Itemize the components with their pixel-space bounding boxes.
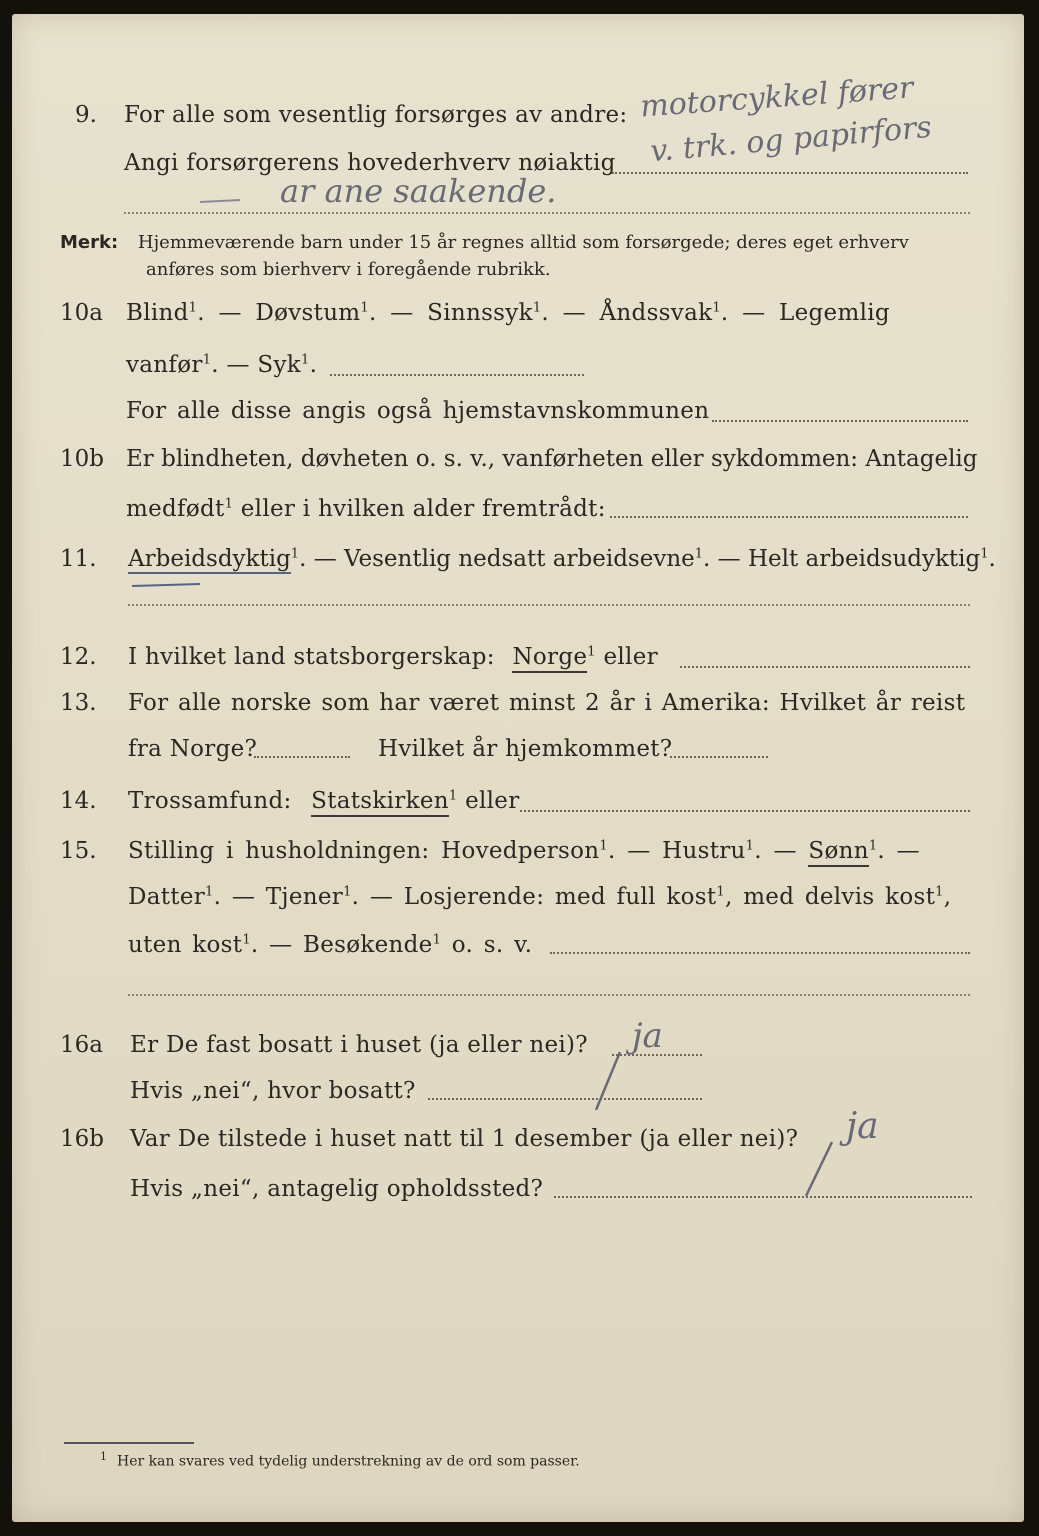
q10b-line1: Er blindheten, døvheten o. s. v., vanførheten eller sykdommen: Antagelig — [126, 446, 978, 472]
merk-line1: Hjemmeværende barn under 15 år regnes alltid som forsørgede; deres eget erhverv — [137, 232, 909, 253]
q16a-line2: Hvis „nei“, hvor bosatt? — [130, 1078, 416, 1104]
footnote-ref: 1 — [301, 352, 310, 368]
q13-line2b: Hvilket år hjemkommet? — [378, 736, 673, 762]
q12-eller: eller — [595, 644, 658, 670]
q15-datter: Datter — [128, 884, 206, 910]
q13-line2a: fra Norge? — [128, 736, 258, 762]
q10a-blind: Blind — [126, 300, 189, 326]
q9-handwriting-1: motorcykkel fører — [639, 70, 915, 125]
q16b-line2: Hvis „nei“, antagelig opholdssted? — [130, 1176, 544, 1202]
footnote-ref: 1 — [868, 838, 878, 854]
footnote-ref: 1 — [432, 932, 442, 948]
footnote-ref: 1 — [599, 838, 608, 854]
footnote-ref: 1 — [935, 884, 944, 900]
footnote-ref: 1 — [716, 884, 725, 900]
q12-question: I hvilket land statsborgerskap: — [128, 644, 495, 670]
q10a-andssvak: . — Åndssvak — [541, 300, 713, 326]
q10a-syk: . — Syk — [211, 352, 301, 378]
q10a-sinnssyk: . — Sinnssyk — [369, 300, 533, 326]
q9-number: 9. — [75, 102, 97, 128]
footnote-ref: 1 — [448, 788, 458, 804]
q11-nedsatt: . — Vesentlig nedsatt arbeidsevne — [299, 546, 695, 572]
q14-statskirken: Statskirken — [311, 788, 449, 817]
q14-trossamfund: Trossamfund: — [128, 788, 292, 814]
q16b-number: 16b — [60, 1126, 104, 1152]
q15-number: 15. — [60, 838, 97, 864]
q10a-vanfor: vanfør — [126, 352, 203, 378]
q12-norge: Norge — [512, 644, 587, 673]
q9-line1: For alle som vesentlig forsørges av andre: — [124, 102, 628, 128]
footnote-rule — [64, 1442, 194, 1444]
q10a-dovstum: . — Døvstum — [197, 300, 361, 326]
q14-eller: eller — [457, 788, 520, 814]
footnote-ref: 1 — [343, 884, 352, 900]
q15-delvis-kost: , med delvis kost — [724, 884, 936, 910]
footnote-ref: 1 — [205, 884, 214, 900]
q9-handwriting-2: v. trk. og papirfors — [649, 109, 934, 170]
q10a-line3: For alle disse angis også hjemstavnskommunen — [126, 398, 710, 424]
footnote-ref: 1 — [712, 300, 721, 316]
q15-sonn: Sønn — [808, 838, 868, 867]
footnote-ref: 1 — [290, 546, 300, 562]
q11-number: 11. — [60, 546, 97, 572]
q12-number: 12. — [60, 644, 97, 670]
q16b-handwriting: ja — [846, 1106, 879, 1147]
q11-arbeidsdyktig: Arbeidsdyktig — [128, 546, 291, 572]
merk-line2: anføres som bierhverv i foregående rubrikk. — [146, 259, 551, 280]
q14-number: 14. — [60, 788, 97, 814]
q10a-period: . — [309, 352, 318, 378]
q10a-number: 10a — [60, 300, 103, 326]
q15-besokende: . — Besøkende — [250, 932, 433, 958]
q13-line1: For alle norske som har været minst 2 år i Amerika: Hvilket år reist — [128, 690, 966, 716]
q15-comma: , — [943, 884, 952, 910]
q9-handwriting-3: ar ane saakende. — [280, 172, 557, 210]
footnote — [100, 1450, 580, 1470]
q15-dash: . — — [754, 838, 797, 864]
footnote-ref: 1 — [587, 644, 596, 660]
merk-label: Merk: — [60, 232, 119, 253]
q16a-number: 16a — [60, 1032, 103, 1058]
q15-full-kost: . — Losjerende: med full kost — [351, 884, 717, 910]
footnote-ref: 1 — [694, 546, 704, 562]
q11-period: . — [988, 546, 996, 572]
q15-uten-kost: uten kost — [128, 932, 243, 958]
footnote-ref: 1 — [532, 300, 542, 316]
footnote-ref: 1 — [360, 300, 369, 316]
footnote-ref: 1 — [188, 300, 198, 316]
q10b-alder: eller i hvilken alder fremtrådt: — [233, 496, 606, 522]
q10b-medfodt: medfødt — [126, 496, 225, 522]
q16b-line1: Var De tilstede i huset natt til 1 desember (ja eller nei)? — [130, 1126, 799, 1152]
q15-hustru: . — Hustru — [608, 838, 746, 864]
q9-line2: Angi forsørgerens hovederhverv nøiaktig — [124, 150, 616, 176]
q10a-legemlig: . — Legemlig — [720, 300, 890, 326]
footnote-text: Her kan svares ved tydelig understrekning av de ord som passer. — [117, 1453, 580, 1470]
footnote-ref: 1 — [980, 546, 989, 562]
footnote-ref: 1 — [202, 352, 212, 368]
q13-number: 13. — [60, 690, 97, 716]
q16a-handwriting: ja — [632, 1016, 663, 1056]
q15-dash2: . — — [877, 838, 920, 864]
q15-hovedperson: Stilling i husholdningen: Hovedperson — [128, 838, 600, 864]
footnote-ref: 1 — [224, 496, 234, 512]
footnote-mark: 1 — [100, 1450, 107, 1463]
q10b-number: 10b — [60, 446, 104, 472]
footnote-ref: 1 — [242, 932, 251, 948]
q16a-line1: Er De fast bosatt i huset (ja eller nei)? — [130, 1032, 588, 1058]
q11-udyktig: . — Helt arbeidsudyktig — [703, 546, 981, 572]
q15-tjener: . — Tjener — [213, 884, 344, 910]
q15-osv: o. s. v. — [441, 932, 533, 958]
footnote-ref: 1 — [745, 838, 755, 854]
